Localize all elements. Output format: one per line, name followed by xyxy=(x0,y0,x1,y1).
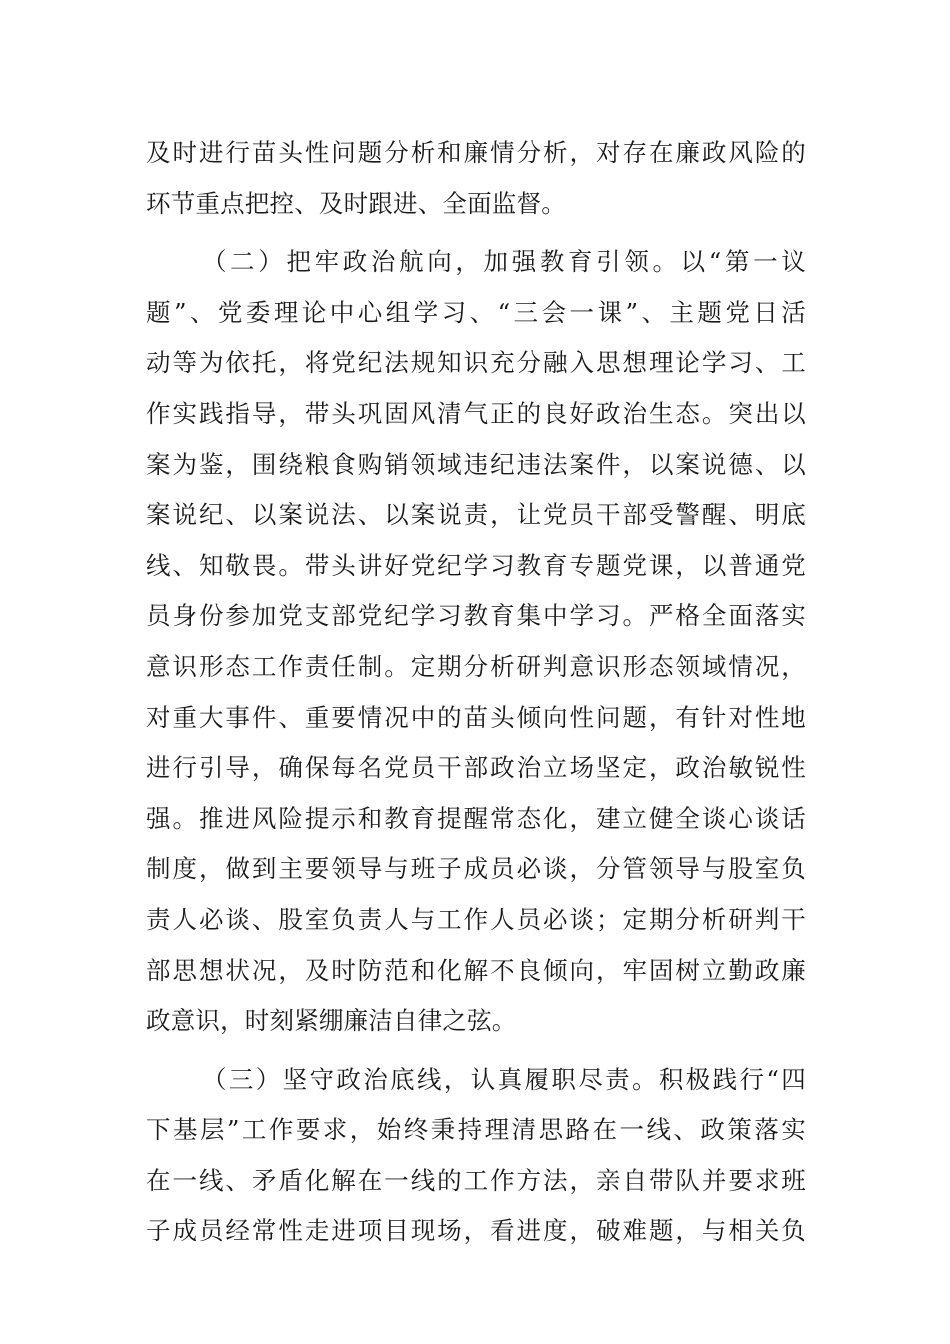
paragraph-1 xyxy=(146,128,806,229)
text-line: 员身份参加党支部党纪学习教育集中学习。严格全面落实 xyxy=(146,601,806,631)
paragraph-3 xyxy=(146,1055,806,1257)
text-line: 及时进行苗头性问题分析和廉情分析，对存在廉政风险的 xyxy=(146,138,806,167)
text-line: 进行引导，确保每名党员干部政治立场坚定，政治敏锐性 xyxy=(146,753,806,783)
text-line: 动等为依托，将党纪法规知识充分融入思想理论学习、工 xyxy=(146,348,806,378)
paragraph-2 xyxy=(146,237,806,1047)
text-line: 作实践指导，带头巩固风清气正的良好政治生态。突出以 xyxy=(146,398,806,428)
text-line: 政意识，时刻紧绷廉洁自律之弦。 xyxy=(146,1006,517,1036)
text-line: 子成员经常性走进项目现场，看进度，破难题，与相关负 xyxy=(146,1216,806,1246)
text-line: 线、知敬畏。带头讲好党纪学习教育专题党课，以普通党 xyxy=(146,550,806,580)
document-body xyxy=(146,128,806,1257)
text-line: 制度，做到主要领导与班子成员必谈，分管领导与股室负 xyxy=(146,854,806,884)
text-line: 责人必谈、股室负责人与工作人员必谈；定期分析研判干 xyxy=(146,904,806,934)
text-line: 案说纪、以案说法、以案说责，让党员干部受警醒、明底 xyxy=(146,500,806,530)
text-line: 强。推进风险提示和教育提醒常态化，建立健全谈心谈话 xyxy=(146,803,806,833)
text-line: 题”、党委理论中心组学习、“三会一课”、主题党日活 xyxy=(146,297,806,327)
text-line: 对重大事件、重要情况中的苗头倾向性问题，有针对性地 xyxy=(146,702,806,732)
text-line: 环节重点把控、及时跟进、全面监督。 xyxy=(146,188,566,218)
text-line: 下基层”工作要求，始终秉持理清思路在一线、政策落实 xyxy=(146,1115,806,1145)
text-line: 部思想状况，及时防范和化解不良倾向，牢固树立勤政廉 xyxy=(146,955,806,985)
text-line: （二）把牢政治航向，加强教育引领。以“第一议 xyxy=(202,247,806,277)
text-line: 案为鉴，围绕粮食购销领域违纪违法案件，以案说德、以 xyxy=(146,449,806,479)
text-line: （三）坚守政治底线，认真履职尽责。积极践行“四 xyxy=(202,1064,806,1094)
text-line: 意识形态工作责任制。定期分析研判意识形态领域情况， xyxy=(146,651,806,681)
text-line: 在一线、矛盾化解在一线的工作方法，亲自带队并要求班 xyxy=(146,1165,806,1195)
